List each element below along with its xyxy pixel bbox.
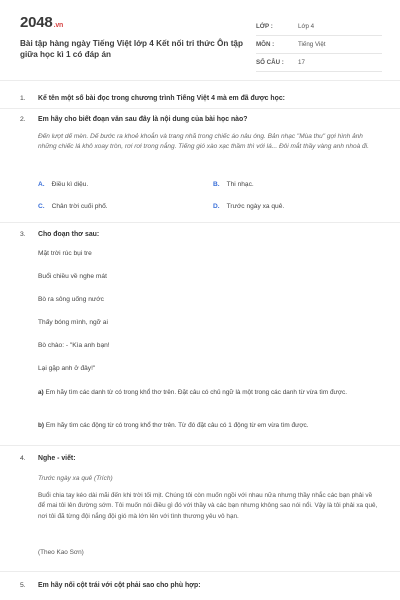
meta-row-grade — [256, 18, 382, 36]
question-part-b — [38, 421, 376, 431]
part-letter: a) — [38, 389, 44, 396]
dictation-author: (Theo Kao Sơn) — [38, 549, 84, 556]
meta-label: MÔN : — [256, 41, 275, 48]
poem-line: Bò chào: - "Kìa anh bạn! — [38, 342, 110, 349]
question-number: 2. — [20, 116, 26, 123]
question-2 — [20, 116, 382, 220]
question-divider — [0, 571, 400, 572]
meta-value: Lớp 4 — [298, 23, 315, 30]
question-title: Nghe - viết: — [38, 455, 76, 462]
document-meta — [256, 18, 382, 72]
part-letter: b) — [38, 422, 45, 429]
dictation-body: Buổi chia tay kéo dài mãi đến khi trời tối mịt. Chúng tôi còn muốn ngồi với nhau nữa nhưng thầy nhắc các bạn phải về để mai tôi lên đường sớm. Tôi muốn nói điều gì đó với thầy và các bạn nhưng không sao nói nổi. Vậy là tôi phải xa quê, nơi tôi đã từng đội nắng đội gió mà lớn lên với tình thương yêu vô hạn. — [38, 492, 378, 520]
poem-line: Mặt trời rúc bụi tre — [38, 250, 92, 257]
dictation-subtitle: Trước ngày xa quê (Trích) — [38, 475, 113, 482]
meta-label: SỐ CÂU : — [256, 59, 284, 66]
document-header — [20, 14, 382, 72]
part-text: Em hãy tìm các danh từ có trong khổ thơ trên. Đặt câu có chủ ngữ là một trong các danh từ vừa tìm được. — [45, 389, 347, 396]
option-a[interactable] — [38, 181, 88, 188]
question-divider — [0, 445, 400, 446]
question-3 — [20, 231, 382, 445]
option-b[interactable] — [213, 181, 254, 188]
question-number: 3. — [20, 231, 26, 238]
question-title: Kể tên một số bài đọc trong chương trình Tiếng Việt 4 mà em đã được học: — [38, 95, 285, 102]
question-divider — [0, 222, 400, 223]
question-passage: Đến lượt dế mèn. Dế bước ra khoẻ khoắn và trang nhã trong chiếc áo nâu óng. Bản nhạc "Mùa thu" gợi hình ảnh những chiếc lá khô xoay tròn, rơi rơi trong nắng. Tiếng gió xào xạc thầm thì với lá... Đôi mắt thầy vàng anh nhoà đi. — [38, 133, 369, 150]
question-title: Em hãy cho biết đoạn văn sau đây là nội dung của bài học nào? — [38, 116, 248, 123]
option-text: Thi nhạc. — [226, 181, 254, 188]
poem-line: Lại gặp anh ở đây!" — [38, 365, 96, 372]
meta-value: 17 — [298, 59, 305, 66]
question-number: 4. — [20, 455, 26, 462]
option-letter: A. — [38, 181, 45, 188]
part-text: Em hãy tìm các động từ có trong khổ thơ trên. Từ đó đặt câu có 1 động từ em vừa tìm được. — [45, 422, 309, 429]
poem-line: Bò ra sông uống nước — [38, 296, 104, 303]
option-text: Chân trời cuối phố. — [51, 203, 108, 210]
poem-line: Thấy bóng mình, ngỡ ai — [38, 319, 108, 326]
question-part-a — [38, 388, 376, 398]
meta-row-count — [256, 54, 382, 72]
meta-row-subject — [256, 36, 382, 54]
option-d[interactable] — [213, 203, 284, 210]
logo-number: 2048 — [20, 14, 53, 31]
question-title: Cho đoạn thơ sau: — [38, 231, 100, 238]
option-c[interactable] — [38, 203, 108, 210]
meta-label: LỚP : — [256, 23, 273, 30]
question-divider — [0, 108, 400, 109]
option-letter: D. — [213, 203, 220, 210]
question-number: 1. — [20, 95, 26, 102]
option-letter: C. — [38, 203, 45, 210]
question-title: Em hãy nối cột trái với cột phải sao cho phù hợp: — [38, 582, 201, 589]
logo-suffix: .vn — [53, 22, 64, 29]
poem-line: Buổi chiều về nghe mát — [38, 273, 107, 280]
meta-value: Tiếng Việt — [298, 41, 326, 48]
question-number: 5. — [20, 582, 26, 589]
header-divider — [0, 80, 400, 81]
option-text: Trước ngày xa quê. — [226, 203, 285, 210]
option-letter: B. — [213, 181, 220, 188]
site-logo[interactable] — [20, 14, 63, 31]
option-text: Điều kì diệu. — [51, 181, 89, 188]
question-4 — [20, 455, 382, 567]
document-title: Bài tập hàng ngày Tiếng Việt lớp 4 Kết nối tri thức Ôn tập giữa học kì 1 có đáp án — [20, 39, 243, 59]
